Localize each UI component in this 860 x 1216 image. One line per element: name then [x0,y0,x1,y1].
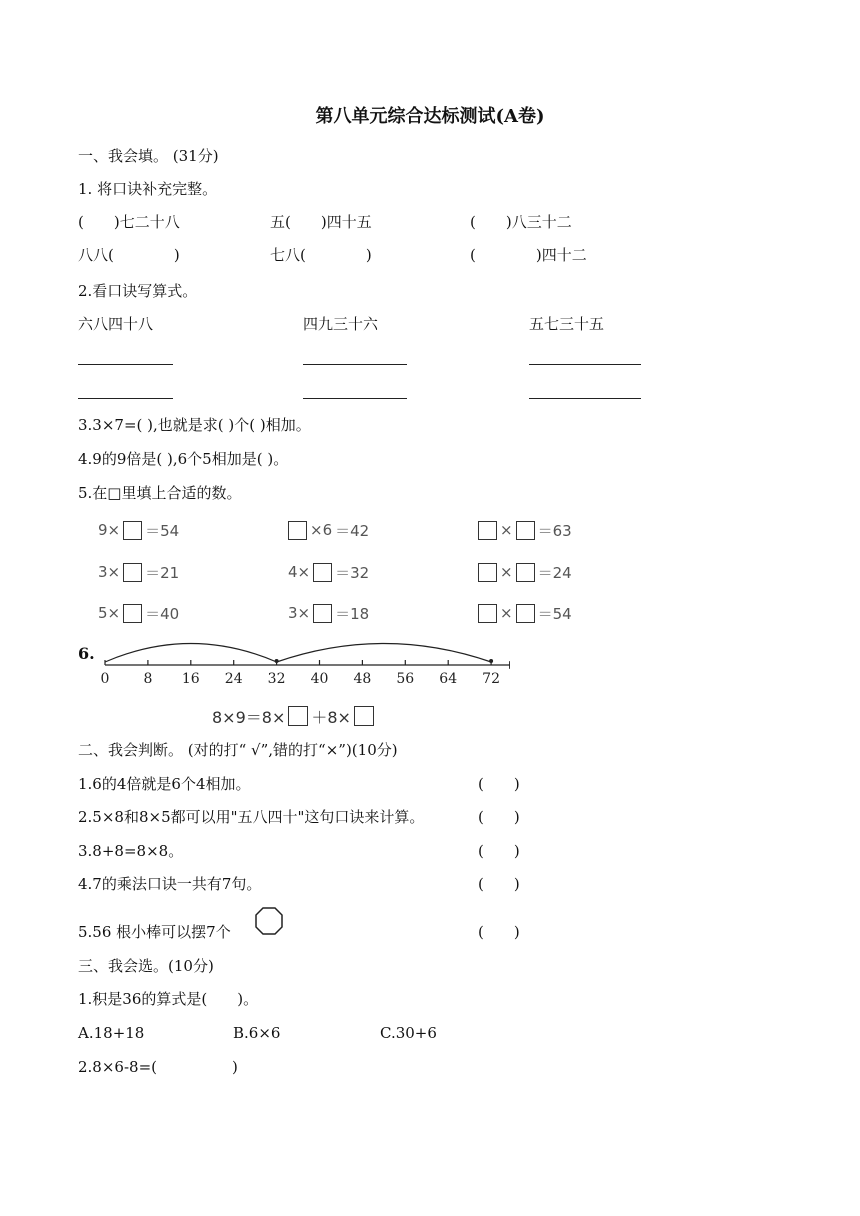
q1-item: 八八( ) [78,246,180,264]
choice-option-b[interactable]: B.6×6 [233,1024,281,1042]
box-equation: × ＝54 [478,601,572,625]
answer-box[interactable] [123,604,142,623]
answer-box[interactable] [354,706,374,726]
box-equation: 9× ＝54 [98,521,180,540]
q3: 3.3×7=( ),也就是求( )个( )相加。 [78,416,311,434]
answer-box[interactable] [288,521,307,540]
number-line-jump-arc [277,644,492,663]
number-line [90,638,510,690]
octagon-icon [254,906,284,936]
q1-item: 五( )四十五 [270,213,372,231]
answer-box[interactable] [516,604,535,623]
q2-item: 四九三十六 [303,315,379,333]
judge-item: 2.5×8和8×5都可以用"五八四十"这句口诀来计算。 [78,808,425,826]
number-line-ticks [101,660,500,687]
judge-item: 5.56 根小棒可以摆7个 [78,923,231,941]
number-line-arrow [509,661,510,669]
answer-box[interactable] [123,521,142,540]
number-line-tick-label: 32 [267,671,286,687]
q1-item: ( )七二十八 [78,213,180,231]
answer-box[interactable] [516,521,535,540]
q1-item: ( )四十二 [470,246,587,264]
judge-paren[interactable]: ( ) [478,842,520,860]
box-equation: 4× ＝32 [288,563,370,582]
answer-box[interactable] [478,604,497,623]
answer-box[interactable] [478,521,497,540]
q5-label: 5.在□里填上合适的数。 [78,484,242,502]
q4: 4.9的9倍是( ),6个5相加是( )。 [78,450,289,468]
section2-heading: 二、我会判断。 (对的打“ √”,错的打“×”)(10分) [78,741,398,759]
number-line-tick-label: 72 [482,671,501,687]
answer-box[interactable] [313,604,332,623]
judge-paren[interactable]: ( ) [478,875,520,893]
answer-box[interactable] [288,706,308,726]
judge-paren[interactable]: ( ) [478,923,520,941]
judge-item: 4.7的乘法口诀一共有7句。 [78,875,262,893]
box-equation: × ＝24 [478,560,572,584]
answer-line[interactable] [529,398,641,399]
choice-question: 2.8×6-8=( ) [78,1058,238,1076]
q1-item: ( )八三十二 [470,213,572,231]
q2-item: 五七三十五 [529,315,605,333]
choice-question: 1.积是36的算式是( )。 [78,990,259,1008]
number-line-tick-label: 24 [224,671,243,687]
answer-line[interactable] [303,364,407,365]
number-line-tick-label: 48 [353,671,372,687]
box-equation: 3× ＝18 [288,604,370,623]
judge-paren[interactable]: ( ) [478,775,520,793]
number-line-tick-label: 16 [181,671,200,687]
q1-label: 1. 将口诀补充完整。 [78,180,218,198]
q2-label: 2.看口诀写算式。 [78,282,198,300]
answer-box[interactable] [478,563,497,582]
box-equation: ×6 ＝42 [288,518,369,542]
answer-box[interactable] [313,563,332,582]
section1-heading: 一、我会填。 (31分) [78,147,219,165]
answer-box[interactable] [123,563,142,582]
number-line-tick-label: 8 [143,671,153,687]
judge-paren[interactable]: ( ) [478,808,520,826]
answer-line[interactable] [303,398,407,399]
answer-line[interactable] [529,364,641,365]
page-title: 第八单元综合达标测试(A卷) [315,106,545,127]
box-equation: 5× ＝40 [98,604,180,623]
q1-item: 七八( ) [270,246,372,264]
box-equation: 3× ＝21 [98,563,180,582]
choice-option-c[interactable]: C.30+6 [380,1024,437,1042]
choice-option-a[interactable]: A.18+18 [78,1024,145,1042]
number-line-tick-label: 0 [100,671,110,687]
q6-label: 6. [78,644,95,663]
answer-line[interactable] [78,364,173,365]
number-line-tick-label: 40 [310,671,329,687]
q6-equation: 8×9＝8× ＋8× [212,703,374,729]
answer-box[interactable] [516,563,535,582]
number-line-tick-label: 56 [396,671,415,687]
number-line-jump-end [489,659,493,663]
answer-line[interactable] [78,398,173,399]
box-equation: × ＝63 [478,518,572,542]
judge-item: 1.6的4倍就是6个4相加。 [78,775,251,793]
judge-item: 3.8+8=8×8。 [78,842,184,860]
number-line-tick-label: 64 [439,671,458,687]
section3-heading: 三、我会选。(10分) [78,957,214,975]
number-line-jump-arc [105,644,277,663]
q2-item: 六八四十八 [78,315,154,333]
